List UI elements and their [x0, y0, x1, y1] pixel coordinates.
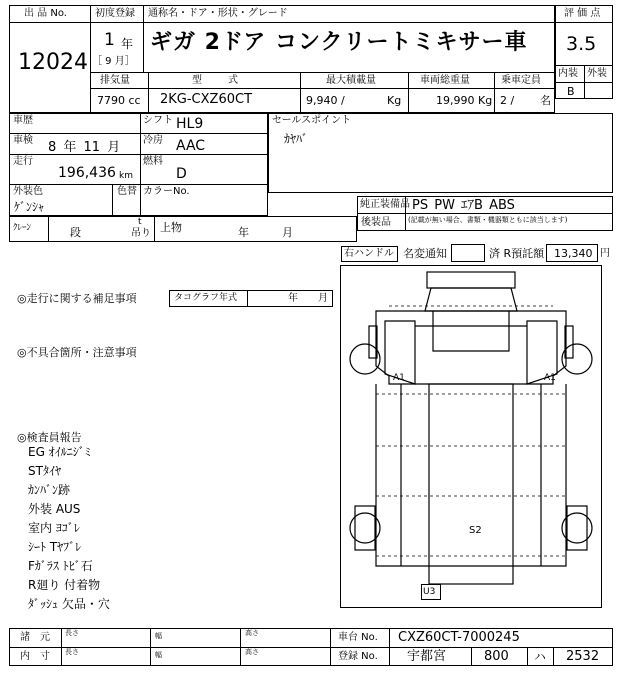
- inspection-label: 車検: [13, 135, 33, 146]
- max-load-unit: Kg: [387, 94, 402, 107]
- model-value: 2KG-CXZ60CT: [160, 92, 253, 107]
- chassis-outline: [376, 384, 566, 566]
- length-label: 長さ: [65, 629, 79, 637]
- inspector-item: Fｶﾞﾗｽ ﾄﾋﾞ石: [28, 559, 93, 573]
- displacement-label: 排気量: [100, 75, 130, 86]
- inner-dim-label: 内 寸: [20, 651, 50, 662]
- truck-diagram: [340, 265, 602, 608]
- mark-bed: S2: [469, 525, 482, 536]
- gross-weight-label: 車両総重量: [420, 75, 470, 86]
- cab-roof: [425, 288, 517, 311]
- mileage-unit: km: [119, 171, 133, 181]
- rhd-label: 右ハンドル: [344, 248, 394, 259]
- cab-top-vent: [427, 272, 515, 288]
- capacity-unit: 名: [540, 94, 551, 107]
- inspector-item: R廻り 付着物: [28, 578, 101, 592]
- crane-stage: 段: [70, 226, 81, 239]
- color-code-label: カラーNo.: [143, 186, 190, 197]
- score-value: 3.5: [566, 33, 597, 55]
- first-reg-month: ［ 9 月］: [92, 56, 135, 67]
- displacement-value: 7790 cc: [97, 94, 141, 107]
- fuel-value: D: [176, 166, 187, 182]
- crane-suspend: 吊り: [131, 228, 151, 239]
- sales-point-value: ｶﾔﾊﾞ: [284, 132, 309, 146]
- specs-label: 諸 元: [20, 632, 50, 643]
- mark-rear: U3: [423, 587, 436, 597]
- chassis-no: CXZ60CT-7000245: [398, 630, 520, 645]
- lot-label: 出 品 No.: [24, 8, 67, 19]
- crane-month: 月: [282, 226, 293, 239]
- color-label: 外装色: [13, 186, 43, 197]
- history-label: 車歴: [13, 115, 33, 126]
- max-load-label: 最大積載量: [326, 75, 376, 86]
- interior-grade: B: [567, 85, 575, 98]
- name-change-label: 名変通知: [403, 247, 447, 260]
- fuel-label: 燃料: [143, 156, 163, 167]
- vehicle-name-label: 通称名・ドア・形状・グレード: [148, 8, 288, 19]
- capacity-value: 2 /: [500, 94, 515, 107]
- score-label: 評 価 点: [564, 8, 601, 19]
- tachograph-month: 月: [318, 293, 328, 304]
- shift-value: HL9: [176, 116, 204, 132]
- model-label: 型 式: [192, 75, 240, 86]
- mark-right: A1: [544, 373, 556, 383]
- mileage-value: 196,436: [58, 165, 116, 181]
- interior-grade-label: 内装: [558, 68, 578, 79]
- tachograph-label: タコグラフ年式: [174, 293, 238, 303]
- lot-number: 12024: [18, 50, 88, 75]
- inspector-item: ﾀﾞｯｼｭ 欠品・穴: [28, 597, 110, 611]
- recycle-unit: 円: [600, 248, 610, 259]
- capacity-label: 乗車定員: [501, 75, 541, 86]
- vehicle-name: ギガ 2ドア コンクリートミキサー車: [150, 30, 528, 55]
- name-change-box: [451, 244, 485, 262]
- inspector-item: ｼｰﾄ Tﾔﾌﾞﾚ: [28, 540, 82, 554]
- accessories-note: (記載が無い場合、書類・機器類ともに該当します): [408, 216, 568, 224]
- crane-frame: [9, 216, 357, 242]
- inspector-item: ｶﾝﾊﾞﾝ跡: [28, 483, 71, 497]
- truck-outline-svg: [341, 266, 601, 607]
- inspector-item: STﾀｲﾔ: [28, 464, 61, 478]
- inspection-value: 8 年 11 月: [48, 140, 121, 155]
- accessories-label: 後装品: [361, 217, 391, 228]
- max-load-value: 9,940 /: [306, 94, 345, 107]
- width-label: 幅: [155, 651, 162, 659]
- reg-number: 2532: [566, 649, 600, 664]
- height-label: 高さ: [245, 648, 259, 656]
- mileage-label: 走行: [13, 156, 33, 167]
- standard-equipment-value: PS PW ｴｱB ABS: [412, 198, 515, 213]
- crane-year: 年: [238, 226, 249, 239]
- crane-label: ｸﾚｰﾝ: [13, 223, 32, 233]
- reg-no-label: 登録 No.: [338, 651, 378, 662]
- chassis-no-label: 車台 No.: [338, 632, 378, 643]
- crane-upper-label: 上物: [160, 221, 182, 234]
- reg-region: 宇都宮: [407, 649, 447, 664]
- length-label: 長さ: [65, 648, 79, 656]
- width-label: 幅: [155, 632, 162, 640]
- inspector-item: EG ｵｲﾙﾆｼﾞﾐ: [28, 445, 91, 459]
- exterior-grade-label: 外装: [587, 68, 607, 79]
- reg-kana: ハ: [534, 650, 547, 664]
- defects-label: ◎不具合箇所・注意事項: [17, 346, 137, 359]
- inspector-report-label: ◎検査員報告: [17, 431, 82, 444]
- shift-label: シフト: [143, 115, 173, 126]
- recycle-amount: 13,340: [554, 247, 593, 260]
- ac-label: 冷房: [143, 135, 163, 146]
- info-frame: [9, 113, 268, 216]
- crane-ton: t: [138, 217, 142, 227]
- recycle-label: 済 R預託額: [489, 247, 545, 260]
- inspector-item: 外装 AUS: [28, 502, 81, 516]
- gross-weight-value: 19,990 Kg: [436, 94, 493, 107]
- driving-remarks-label: ◎走行に関する補足事項: [17, 292, 137, 305]
- height-label: 高さ: [245, 629, 259, 637]
- mark-left: A1: [393, 373, 405, 383]
- first-reg-year: 1: [104, 30, 115, 50]
- bed: [429, 384, 513, 584]
- ac-value: AAC: [176, 138, 206, 154]
- first-reg-year-unit: 年: [121, 37, 134, 51]
- inspector-item: 室内 ﾖｺﾞﾚ: [28, 521, 80, 535]
- windshield: [433, 311, 509, 351]
- sales-point-label: セールスポイント: [272, 115, 352, 126]
- first-reg-label: 初度登録: [95, 8, 135, 19]
- standard-equipment-label: 純正装備品: [360, 199, 410, 210]
- reg-class: 800: [484, 649, 509, 664]
- tachograph-year: 年: [288, 293, 298, 304]
- color-change-label: 色替: [117, 186, 137, 197]
- color-value: ｹﾞﾝｼｬ: [14, 200, 45, 214]
